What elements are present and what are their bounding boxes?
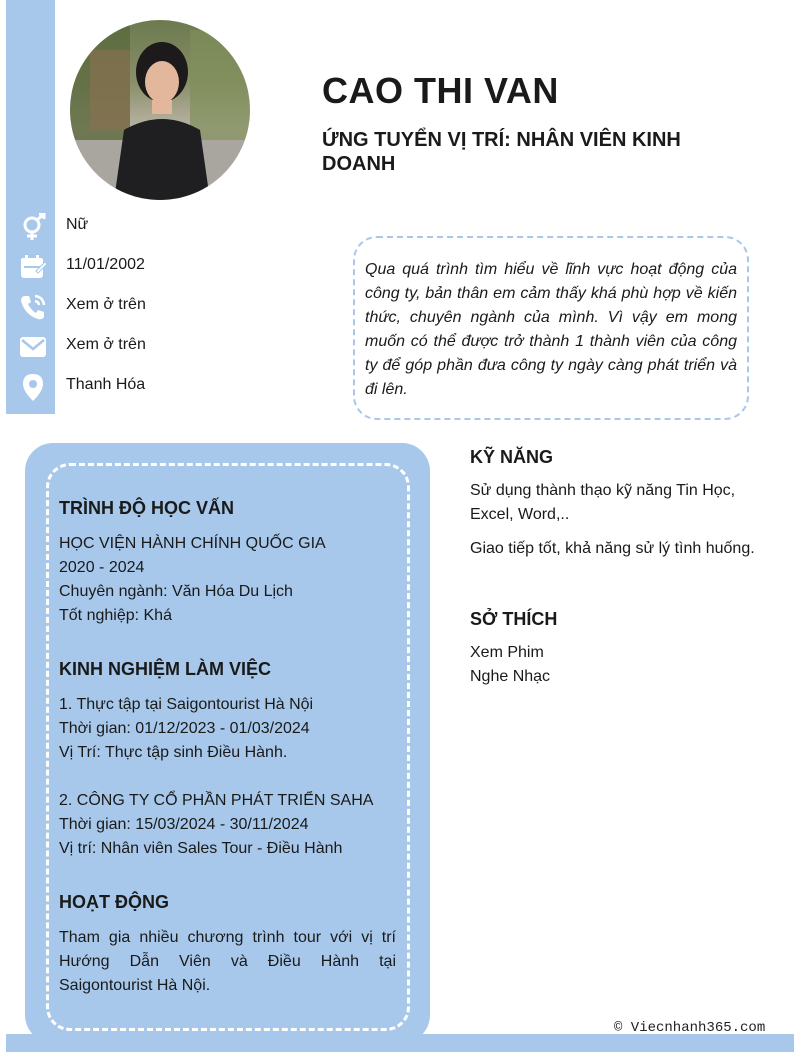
activities-text: Tham gia nhiều chương trình tour với vị trí Hướng Dẫn Viên và Điều Hành tại Saigontourist Hà Nội. xyxy=(59,929,396,994)
experience-job-1-company: 1. Thực tập tại Saigontourist Hà Nội xyxy=(59,696,314,713)
experience-job-2-time: Thời gian: 15/03/2024 - 30/11/2024 xyxy=(59,816,309,833)
phone-icon xyxy=(18,293,48,321)
hobby-item: Xem Phim xyxy=(470,644,544,661)
bottom-bar xyxy=(6,1034,794,1052)
avatar xyxy=(70,20,250,200)
info-address: Thanh Hóa xyxy=(66,376,146,393)
calendar-icon xyxy=(18,253,48,281)
hobby-item: Nghe Nhạc xyxy=(470,668,551,685)
gender-icon xyxy=(18,213,48,241)
career-objective: Qua quá trình tìm hiểu về lĩnh vực hoạt động của công ty, bản thân em cảm thấy khá phù hợp về kiến thức, chuyên ngành của mình. Vì vậy em mong muốn có thể được trở thành 1 thành viên của công ty để góp phần đưa công ty ngày càng phát triển và đi lên. xyxy=(353,236,749,420)
experience-job-1-role: Vị Trí: Thực tập sinh Điều Hành. xyxy=(59,744,288,761)
candidate-name: CAO THI VAN xyxy=(322,70,559,111)
info-gender: Nữ xyxy=(66,216,89,233)
info-row-birthday xyxy=(0,247,340,287)
experience-job-2-role: Vị trí: Nhân viên Sales Tour - Điều Hành xyxy=(59,840,343,857)
info-row-email xyxy=(0,327,340,367)
info-row-address xyxy=(0,367,340,407)
position-applied: ỨNG TUYỂN VỊ TRÍ: NHÂN VIÊN KINH DOANH xyxy=(322,129,681,175)
experience-title: KINH NGHIỆM LÀM VIỆC xyxy=(59,659,272,679)
email-icon xyxy=(18,333,48,361)
skills-title: KỸ NĂNG xyxy=(470,447,554,467)
hobbies-title: SỞ THÍCH xyxy=(470,609,558,629)
skill-item: Sử dụng thành thạo kỹ năng Tin Học, Excel, Word,.. xyxy=(470,482,736,523)
activities-title: HOẠT ĐỘNG xyxy=(59,892,169,912)
info-row-gender xyxy=(0,207,340,247)
education-title: TRÌNH ĐỘ HỌC VẤN xyxy=(59,498,234,518)
experience-job-2-company: 2. CÔNG TY CỔ PHẦN PHÁT TRIỂN SAHA xyxy=(59,792,374,809)
skill-item: Giao tiếp tốt, khả năng sử lý tình huống. xyxy=(470,540,755,557)
education-grade: Tốt nghiệp: Khá xyxy=(59,607,172,624)
info-row-phone xyxy=(0,287,340,327)
location-icon xyxy=(18,373,48,401)
education-school: HỌC VIỆN HÀNH CHÍNH QUỐC GIA xyxy=(59,535,326,552)
education-major: Chuyên ngành: Văn Hóa Du Lịch xyxy=(59,583,293,600)
info-phone: Xem ở trên xyxy=(66,296,146,313)
watermark: © Viecnhanh365.com xyxy=(614,1020,766,1036)
experience-job-1-time: Thời gian: 01/12/2023 - 01/03/2024 xyxy=(59,720,310,737)
info-email: Xem ở trên xyxy=(66,336,146,353)
education-years: 2020 - 2024 xyxy=(59,559,145,576)
info-birthday: 11/01/2002 xyxy=(66,256,145,273)
